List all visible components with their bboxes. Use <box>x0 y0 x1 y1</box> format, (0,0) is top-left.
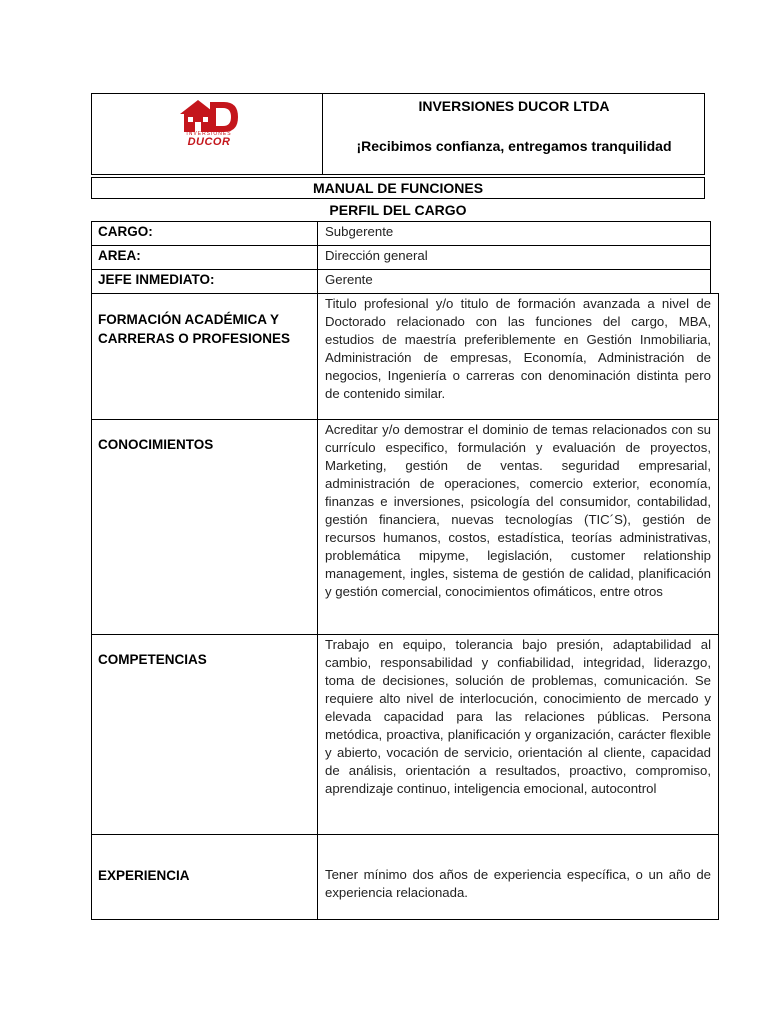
company-slogan: ¡Recibimos confianza, entregamos tranquilidad <box>356 138 672 154</box>
jefe-value-text: Gerente <box>325 272 373 287</box>
competencias-value <box>317 634 719 835</box>
cargo-value <box>317 221 711 246</box>
cargo-label <box>91 221 318 246</box>
formacion-value <box>317 293 719 420</box>
perfil-title: PERFIL DEL CARGO <box>329 202 467 218</box>
company-name: INVERSIONES DUCOR LTDA <box>418 98 610 114</box>
area-label <box>91 245 318 270</box>
formacion-value-text: Titulo profesional y/o titulo de formación avanzada a nivel de Doctorado relacionado con las funciones del cargo, MBA, estudios de maestría preferiblemente en Gestión Inmobiliaria, Administración de empresas, Economía, Administración de negocios, Ingeniería o carreras con denominación distinta pero de contenido similar. <box>325 296 711 401</box>
logo-subtitle: INVERSIONES <box>186 131 232 137</box>
experiencia-label-text: EXPERIENCIA <box>98 868 190 883</box>
formacion-label-text: FORMACIÓN ACADÉMICA Y CARRERAS O PROFESIONES <box>98 312 291 346</box>
competencias-label <box>91 634 318 835</box>
competencias-value-text: Trabajo en equipo, tolerancia bajo presión, adaptabilidad al cambio, responsabilidad y confiabilidad, integridad, liderazgo, toma de decisiones, solución de problemas, comunicación. Se requiere alto nivel de interlocución, conocimiento de mercado y elevada capacidad para las relaciones públicas. Persona metódica, proactiva, planificación y organización, carácter flexible y abierto, vocación de servicio, orientación al cliente, capacidad de análisis, orientación a resultados, proactivo, compromiso, aprendizaje continuo, inteligencia emocional, autocontrol <box>325 637 711 796</box>
conocimientos-value-text: Acreditar y/o demostrar el dominio de temas relacionados con su currículo especifico, formulación y evaluación de proyectos, Marketing, gestión de ventas. seguridad empresarial, administración de operaciones, comercio exterior, economía, finanzas e inversiones, psicología del consumidor, contabilidad, gestión financiera, nuevas tecnologías (TIC´S), gestión de recursos humanos, costos, estadística, teorías administrativas, problemática mipyme, legislación, customer relationship management, ingles, sistema de gestión de calidad, planificación y gestión comercial, conocimientos ofimáticos, entre otros <box>325 422 711 599</box>
conocimientos-value <box>317 419 719 635</box>
jefe-label-text: JEFE INMEDIATO: <box>98 272 215 287</box>
conocimientos-label <box>91 419 318 635</box>
manual-title: MANUAL DE FUNCIONES <box>91 177 705 199</box>
cargo-value-text: Subgerente <box>325 224 394 239</box>
experiencia-label <box>91 834 318 920</box>
competencias-label-text: COMPETENCIAS <box>98 652 207 667</box>
experiencia-value-text: Tener mínimo dos años de experiencia específica, o un año de experiencia relacionada. <box>325 867 711 900</box>
area-value <box>317 245 711 270</box>
header-box <box>91 93 705 175</box>
jefe-label <box>91 269 318 294</box>
area-value-text: Dirección general <box>325 248 428 263</box>
formacion-label <box>91 293 318 420</box>
logo-wordmark: DUCOR <box>187 136 231 148</box>
experiencia-value <box>317 834 719 920</box>
cargo-label-text: CARGO: <box>98 224 153 239</box>
conocimientos-label-text: CONOCIMIENTOS <box>98 437 214 452</box>
area-label-text: AREA: <box>98 248 141 263</box>
jefe-value <box>317 269 711 294</box>
